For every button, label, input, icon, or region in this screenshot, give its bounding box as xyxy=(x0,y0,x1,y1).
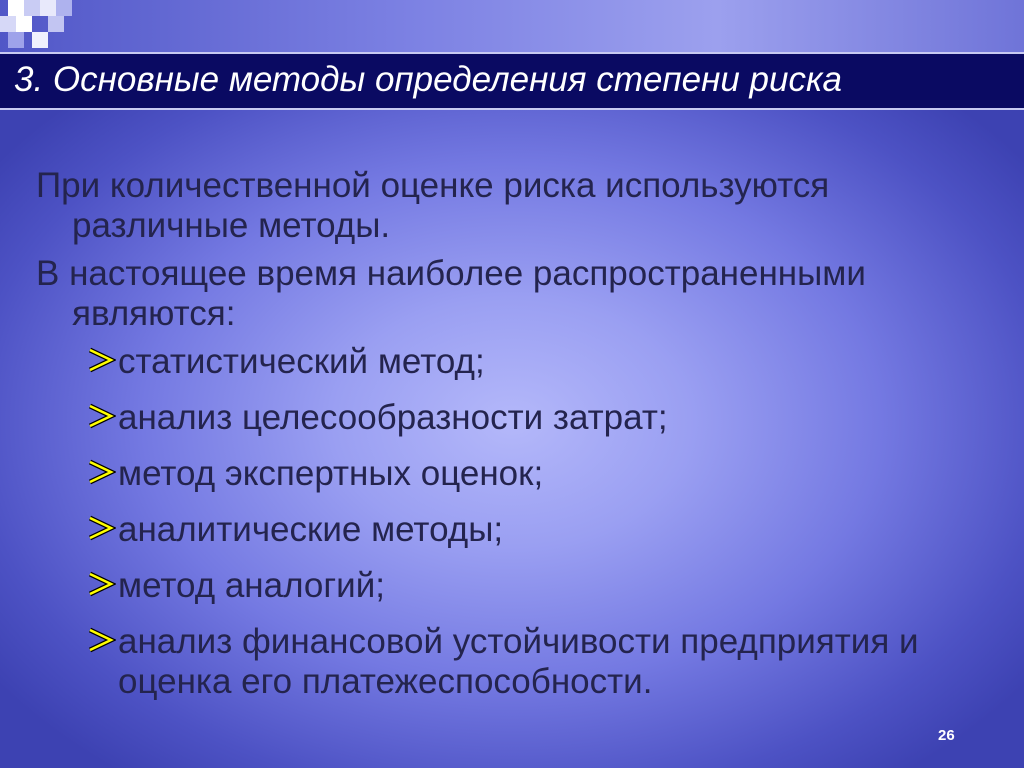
list-item-text: анализ финансовой устойчивости предприятия и оценка его платежеспособности. xyxy=(118,622,919,701)
intro-paragraph: При количественной оценке риска используются различные методы. xyxy=(36,166,830,245)
decor-square xyxy=(40,0,56,16)
decor-square xyxy=(16,16,32,32)
list-item-text: аналитические методы; xyxy=(118,510,504,549)
page-number: 26 xyxy=(938,727,955,744)
arrow-bullet-icon xyxy=(86,345,116,375)
list-item xyxy=(86,510,996,550)
list-item-text: статистический метод; xyxy=(118,342,485,381)
decor-square xyxy=(0,16,16,32)
decor-square xyxy=(56,0,72,16)
list-item xyxy=(86,622,996,702)
slide-title: 3. Основные методы определения степени риска xyxy=(14,60,842,99)
title-bar xyxy=(0,52,1024,110)
arrow-bullet-icon xyxy=(86,401,116,431)
arrow-bullet-icon xyxy=(86,569,116,599)
header-decoration-strip xyxy=(0,0,1024,52)
list-item-text: метод экспертных оценок; xyxy=(118,454,544,493)
decor-square xyxy=(8,32,24,48)
decor-square xyxy=(8,0,24,16)
list-item xyxy=(86,566,996,606)
list-item-text: метод аналогий; xyxy=(118,566,385,605)
methods-lead-paragraph: В настоящее время наиболее распространенными являются: xyxy=(36,254,866,333)
arrow-bullet-icon xyxy=(86,513,116,543)
arrow-bullet-icon xyxy=(86,625,116,655)
decor-square xyxy=(32,32,48,48)
list-item xyxy=(86,454,996,494)
decor-square xyxy=(48,16,64,32)
list-item xyxy=(86,342,996,382)
decor-square xyxy=(24,0,40,16)
arrow-bullet-icon xyxy=(86,457,116,487)
methods-list xyxy=(36,342,996,702)
list-item xyxy=(86,398,996,438)
corner-squares-decoration xyxy=(0,0,80,52)
slide-content xyxy=(36,166,996,718)
list-item-text: анализ целесообразности затрат; xyxy=(118,398,668,437)
